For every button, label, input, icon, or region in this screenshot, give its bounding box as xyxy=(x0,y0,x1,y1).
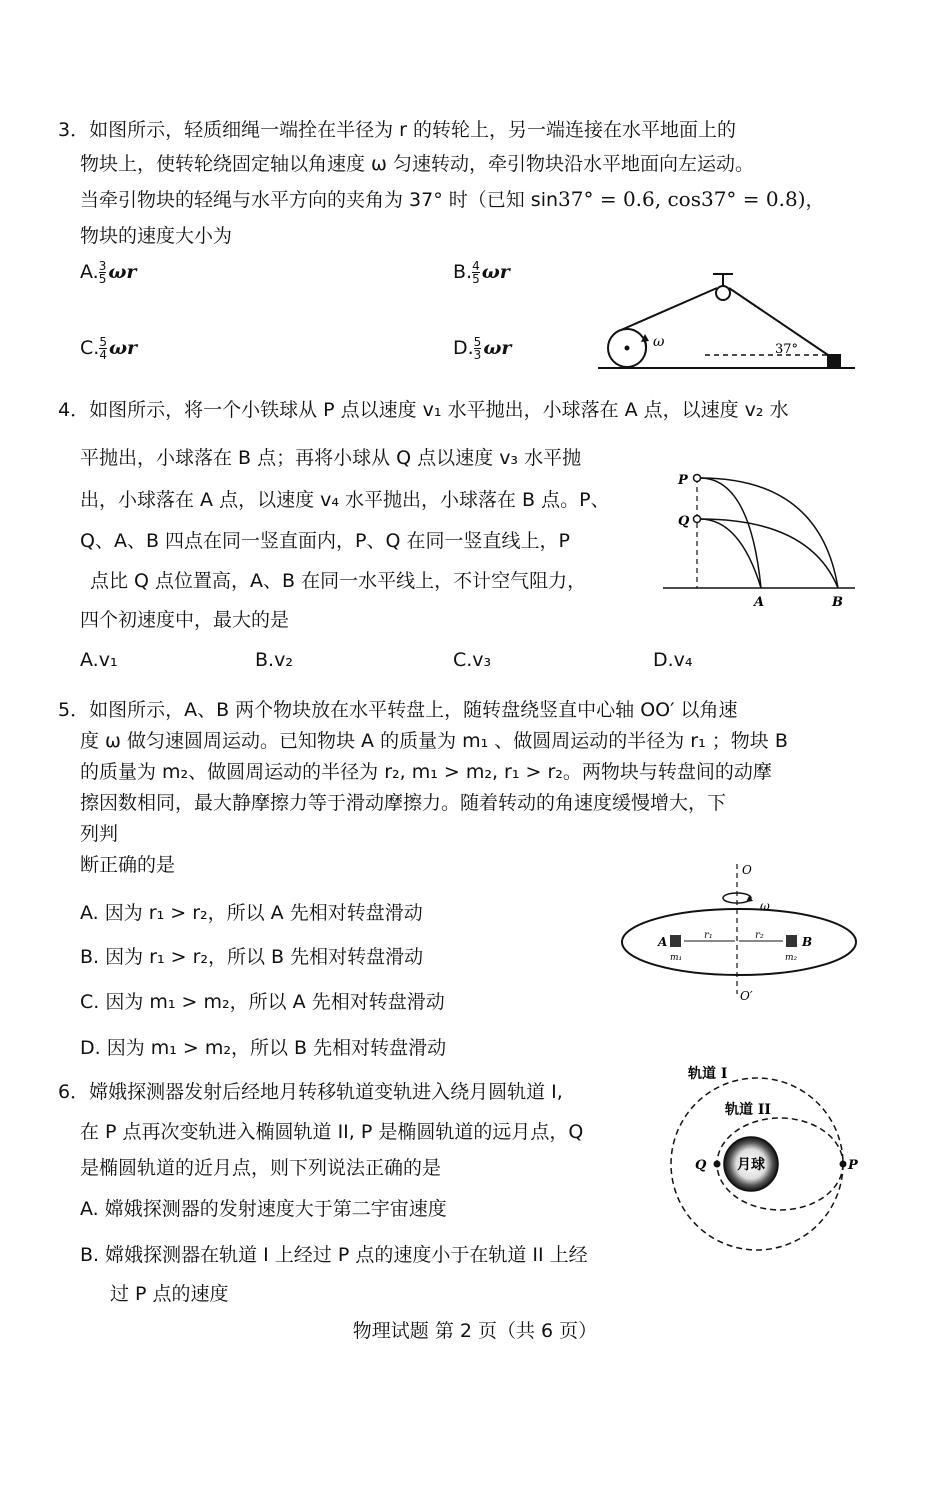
q5-stem-line6: 断正确的是 xyxy=(80,854,176,876)
q4-label-q: Q xyxy=(678,514,690,529)
q3-omega-label: ω xyxy=(653,334,665,350)
q6-stem-line2: 在 P 点再次变轨进入椭圆轨道 II, P 是椭圆轨道的远月点，Q xyxy=(80,1121,584,1143)
q4-label-p: P xyxy=(678,473,688,488)
q4-option-a: A.v₁ xyxy=(80,649,118,671)
frac-den: 5 xyxy=(472,272,480,286)
q3-option-d-fraction xyxy=(474,336,482,361)
q3-option-c-prefix: C. xyxy=(80,337,100,359)
q3-option-d xyxy=(453,334,511,362)
q6-orbit-2-label: 轨道 II xyxy=(725,1102,771,1118)
q5-option-b: B. 因为 r₁ > r₂，所以 B 先相对转盘滑动 xyxy=(80,946,424,968)
q3-option-b xyxy=(453,258,510,286)
q6-stem-line1: 6．嫦娥探测器发射后经地月转移轨道变轨进入绕月圆轨道 I, xyxy=(58,1081,563,1103)
frac-num: 5 xyxy=(473,335,482,349)
q4-stem-line6: 四个初速度中，最大的是 xyxy=(80,609,290,631)
q3-trig-values: 37° = 0.6, cos37° = 0.8) xyxy=(558,187,806,211)
q5-stem-line4: 擦因数相同，最大静摩擦力等于滑动摩擦力。随着转动的角速度缓慢增大，下 xyxy=(80,792,727,814)
q5-option-d: D. 因为 m₁ > m₂，所以 B 先相对转盘滑动 xyxy=(80,1037,447,1059)
q5-rotation-arrowhead xyxy=(746,896,753,902)
q3-stem-line3-text: 当牵引物块的轻绳与水平方向的夹角为 37° 时（已知 sin xyxy=(80,189,559,211)
q4-trajectory-pb xyxy=(700,478,838,588)
q3-option-b-fraction xyxy=(472,260,480,285)
q6-label-p: P xyxy=(848,1158,858,1173)
frac-den: 3 xyxy=(473,348,482,362)
q3-option-a-prefix: A. xyxy=(80,261,99,283)
q4-stem-line4: Q、A、B 四点在同一竖直面内，P、Q 在同一竖直线上，P xyxy=(80,530,570,552)
q5-stem-line5: 列判 xyxy=(80,823,119,845)
q4-option-d: D.v₄ xyxy=(653,649,693,671)
q5-block-b xyxy=(786,935,797,947)
q5-label-r2: r₂ xyxy=(755,930,764,941)
q3-wheel-axle xyxy=(625,346,630,351)
q4-point-p xyxy=(694,475,701,482)
frac-num: 5 xyxy=(99,335,107,349)
q6-orbit-1-label: 轨道 I xyxy=(688,1066,728,1082)
q3-stem-line1: 3．如图所示，轻质细绳一端拴在半径为 r 的转轮上，另一端连接在水平地面上的 xyxy=(58,119,736,141)
frac-num: 4 xyxy=(472,259,480,273)
q5-label-r1: r₁ xyxy=(704,930,713,941)
q3-option-c-fraction xyxy=(99,336,107,361)
q3-option-b-prefix: B. xyxy=(453,261,473,283)
q6-label-q: Q xyxy=(695,1158,707,1173)
q5-block-a xyxy=(670,935,681,947)
q5-option-c: C. 因为 m₁ > m₂，所以 A 先相对转盘滑动 xyxy=(80,991,445,1013)
q3-rope-left xyxy=(621,288,717,330)
q5-label-b: B xyxy=(802,935,813,949)
q6-stem-line3: 是椭圆轨道的近月点，则下列说法正确的是 xyxy=(80,1157,442,1179)
q6-point-q xyxy=(714,1161,721,1168)
q4-stem-line5: 点比 Q 点位置高，A、B 在同一水平线上，不计空气阻力， xyxy=(90,570,587,592)
q5-figure xyxy=(618,858,863,1006)
q3-option-c-expr: ωr xyxy=(108,337,138,359)
q5-label-o-prime: O′ xyxy=(740,989,753,1003)
q3-option-b-expr: ωr xyxy=(481,261,510,283)
q5-label-omega: ω xyxy=(760,899,770,913)
q5-label-m1: m₁ xyxy=(670,953,683,963)
q5-stem-line3: 的质量为 m₂、做圆周运动的半径为 r₂, m₁ > m₂, r₁ > r₂。两物块与转盘间的动摩 xyxy=(80,761,772,783)
q4-trajectory-qb xyxy=(700,519,838,588)
q3-option-c xyxy=(80,334,137,362)
q4-stem-line2: 平抛出，小球落在 B 点；再将小球从 Q 点以速度 v₃ 水平抛 xyxy=(80,447,582,469)
q3-option-a-expr: ωr xyxy=(108,261,137,283)
q3-option-a xyxy=(80,258,136,286)
q5-option-a: A. 因为 r₁ > r₂，所以 A 先相对转盘滑动 xyxy=(80,902,423,924)
q3-option-d-prefix: D. xyxy=(453,337,474,359)
q6-option-a: A. 嫦娥探测器的发射速度大于第二宇宙速度 xyxy=(80,1198,447,1220)
q3-option-d-expr: ωr xyxy=(483,337,512,359)
q4-option-c: C.v₃ xyxy=(453,649,492,671)
q4-label-a: A xyxy=(754,595,765,610)
q4-label-b: B xyxy=(832,595,843,610)
q4-stem-line1: 4．如图所示，将一个小铁球从 P 点以速度 v₁ 水平抛出，小球落在 A 点，以速度 v₂ 水 xyxy=(58,399,789,421)
q5-stem-line2: 度 ω 做匀速圆周运动。已知物块 A 的质量为 m₁ 、做圆周运动的半径为 r₁ ；物块 B xyxy=(80,730,788,752)
q4-point-q xyxy=(694,516,701,523)
q4-option-b: B.v₂ xyxy=(255,649,293,671)
q6-moon-label: 月球 xyxy=(737,1157,765,1173)
q4-trajectory-qa xyxy=(700,519,761,588)
q3-angle-label: 37° xyxy=(775,342,799,357)
q4-trajectory-pa xyxy=(700,478,761,588)
q5-label-o: O xyxy=(742,863,752,877)
q6-point-p xyxy=(840,1161,847,1168)
frac-num: 3 xyxy=(98,259,107,273)
q3-stem-line3 xyxy=(80,185,825,214)
q3-option-a-fraction xyxy=(99,260,107,285)
q4-stem-line3: 出，小球落在 A 点，以速度 v₄ 水平抛出，小球落在 B 点。P、 xyxy=(80,489,610,511)
frac-den: 4 xyxy=(99,348,107,362)
page-footer: 物理试题 第 2 页（共 6 页） xyxy=(352,1320,598,1342)
frac-den: 5 xyxy=(98,272,107,286)
q3-stem-line3-tail: ， xyxy=(805,189,825,211)
q6-option-b-line2: 过 P 点的速度 xyxy=(110,1283,229,1305)
q3-pulley xyxy=(716,286,730,300)
q3-stem-line2: 物块上，使转轮绕固定轴以角速度 ω 匀速转动，牵引物块沿水平地面向左运动。 xyxy=(80,153,754,175)
q5-label-a: A xyxy=(658,935,668,949)
q3-block xyxy=(827,354,841,368)
q6-figure xyxy=(655,1060,865,1256)
q4-figure xyxy=(660,462,860,612)
q6-option-b-line1: B. 嫦娥探测器在轨道 I 上经过 P 点的速度小于在轨道 II 上经 xyxy=(80,1244,588,1266)
q5-stem-line1: 5．如图所示，A、B 两个物块放在水平转盘上，随转盘绕竖直中心轴 OO′ 以角速 xyxy=(58,699,738,721)
q3-figure xyxy=(595,268,865,376)
q5-label-m2: m₂ xyxy=(785,953,798,963)
q3-stem-line4: 物块的速度大小为 xyxy=(80,225,233,247)
